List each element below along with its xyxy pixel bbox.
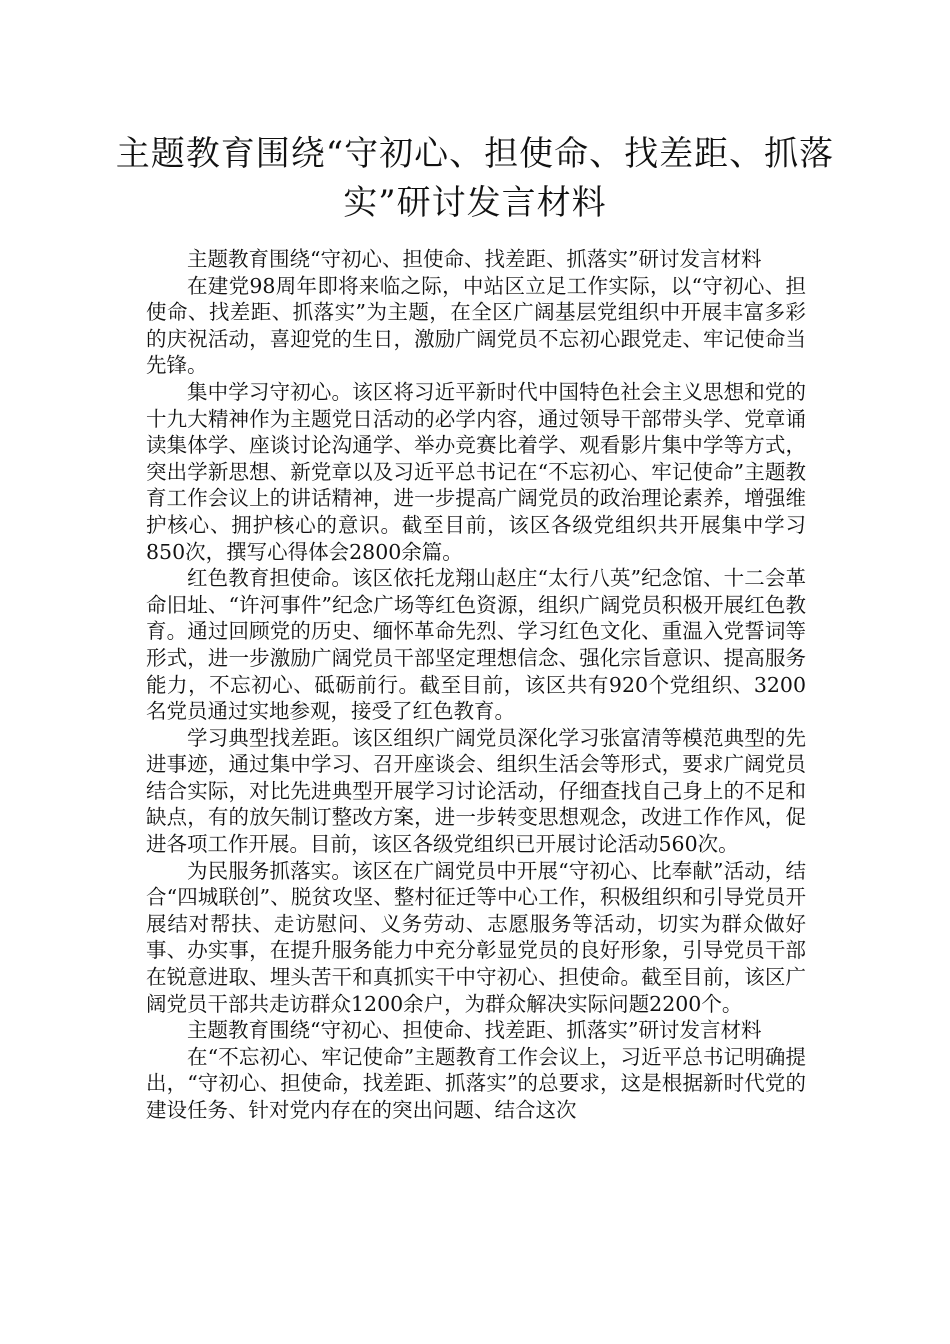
paragraph-red-education: 红色教育担使命。该区依托龙翔山赵庄“太行八英”纪念馆、十二会革命旧址、“许河事件”纪念广场等红色资源，组织广阔党员积极开展红色教育。通过回顾党的历史、缅怀革命先烈、学习红色文化、重温入党誓词等形式，进一步激励广阔党员干部坚定理想信念、强化宗旨意识、提高服务能力，不忘初心、砥砺前行。截至目前，该区共有920个党组织、3200名党员通过实地参观，接受了红色教育。 xyxy=(146,566,806,724)
paragraph-overview: 在建党98周年即将来临之际，中站区立足工作实际，以“守初心、担使命、找差距、抓落实”为主题，在全区广阔基层党组织中开展丰富多彩的庆祝活动，喜迎党的生日，激励广阔党员不忘初心跟党走、牢记使命当先锋。 xyxy=(146,273,806,378)
paragraph-study: 集中学习守初心。该区将习近平新时代中国特色社会主义思想和党的十九大精神作为主题党日活动的必学内容，通过领导干部带头学、党章诵读集体学、座谈讨论沟通学、举办竞赛比着学、观看影片集中学等方式，突出学新思想、新党章以及习近平总书记在“不忘初心、牢记使命”主题教育工作会议上的讲话精神，进一步提高广阔党员的政治理论素养，增强维护核心、拥护核心的意识。截至目前，该区各级党组织共开展集中学习850次，撰写心得体会2800余篇。 xyxy=(146,379,806,564)
document-title: 主题教育围绕“守初心、担使命、找差距、抓落实”研讨发言材料 xyxy=(115,134,835,223)
paragraph-role-models: 学习典型找差距。该区组织广阔党员深化学习张富清等模范典型的先进事迹，通过集中学习、召开座谈会、组织生活会等形式，要求广阔党员结合实际，对比先进典型开展学习讨论活动，仔细查找自己身上的不足和缺点，有的放矢制订整改方案，进一步转变思想观念，改进工作作风，促进各项工作开展。目前，该区各级党组织已开展讨论活动560次。 xyxy=(146,725,806,857)
paragraph-intro-heading: 主题教育围绕“守初心、担使命、找差距、抓落实”研讨发言材料 xyxy=(187,247,762,271)
paragraph-conference: 在“不忘初心、牢记使命”主题教育工作会议上，习近平总书记明确提出，“守初心、担使命，找差距、抓落实”的总要求，这是根据新时代党的建设任务、针对党内存在的突出问题、结合这次 xyxy=(146,1044,806,1122)
paragraph-service: 为民服务抓落实。该区在广阔党员中开展“守初心、比奉献”活动，结合“四城联创”、脱贫攻坚、整村征迁等中心工作，积极组织和引导党员开展结对帮扶、走访慰问、义务劳动、志愿服务等活动，切实为群众做好事、办实事，在提升服务能力中充分彰显党员的良好形象，引导党员干部在锐意进取、埋头苦干和真抓实干中守初心、担使命。截至目前，该区广阔党员干部共走访群众1200余户，为群众解决实际问题2200个。 xyxy=(146,858,806,1016)
document-body xyxy=(146,246,806,1124)
paragraph-second-heading: 主题教育围绕“守初心、担使命、找差距、抓落实”研讨发言材料 xyxy=(187,1018,762,1043)
